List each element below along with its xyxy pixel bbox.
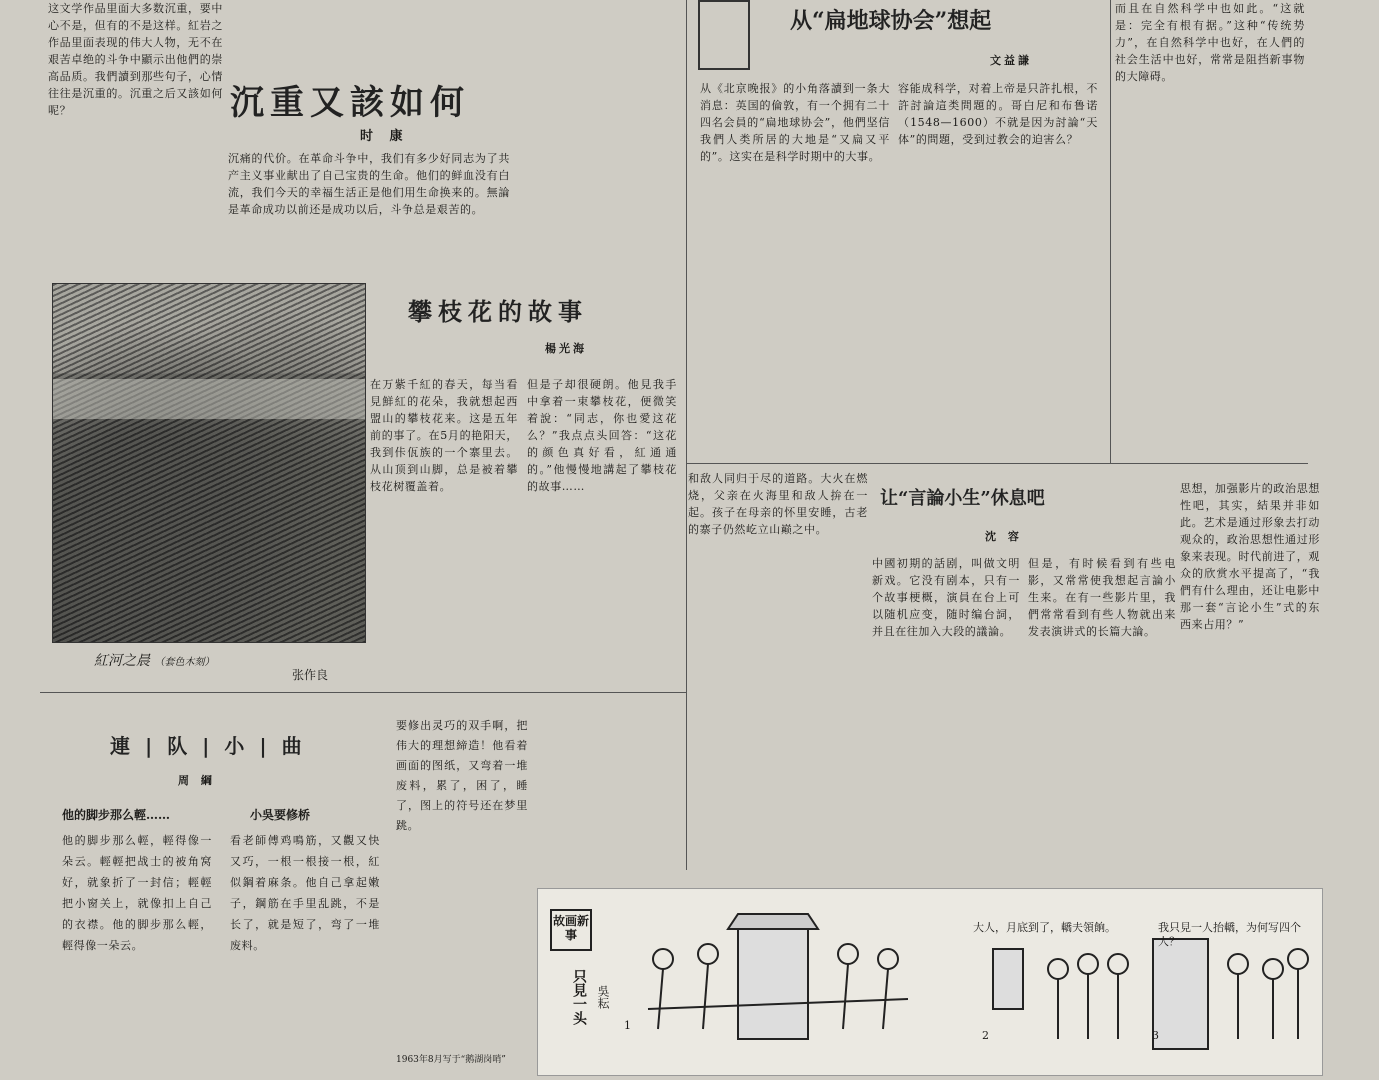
poem-subtitle-1: 他的脚步那么輕…… bbox=[62, 808, 171, 822]
woodcut-artist: 张作良 bbox=[292, 668, 329, 682]
article-body-panzhihua-a: 在万紫千紅的春天，每当看見鮮紅的花朵，我就想起西盟山的攀枝花来。这是五年前的事了。在5月的艳阳天，我到佧佤族的一个寨里去。从山顶到山脚，总是被着攀枝花树覆盖着。 bbox=[370, 378, 518, 493]
article-title-yanlun: 让“言論小生”休息吧 bbox=[880, 488, 1045, 509]
woodcut-caption-note: （套色木刻） bbox=[154, 657, 215, 668]
article-body-biandiqiu-c: 而且在自然科学中也如此。“这就是：完全有根有据。”这种“传统势力”，在自然科学中也好，在人們的社会生活中也好，常常是阻挡新事物的大障碍。 bbox=[1115, 2, 1305, 83]
article-body-panzhihua-b: 但是子却很硬朗。他見我手中拿着一束攀枝花，便微笑着說：“同志，你也愛这花么？”我点点头回答：“这花的颜色真好看，紅通通的。”他慢慢地講起了攀枝花的故事…… bbox=[527, 378, 677, 493]
comic-balloon-3: 我只見一人抬轎，为何写四个人？ bbox=[1158, 921, 1301, 948]
article-author-yanlun: 沈 容 bbox=[985, 530, 1023, 543]
article-body-yanlun-a: 中國初期的話剧，叫做文明新戏。它没有剧本，只有一个故事梗概，演員在台上可以随机应变，随时编台詞，并且在往加入大段的議論。 bbox=[872, 557, 1020, 638]
article-author-panzhihua: 楊光海 bbox=[545, 342, 587, 355]
comic-panel-number-2: 2 bbox=[982, 1029, 989, 1042]
comic-balloon-2: 大人，月底到了，轎夫領餉。 bbox=[973, 921, 1116, 934]
article-title-chenzhong: 沉重又該如何 bbox=[230, 83, 470, 123]
woodcut-caption bbox=[94, 650, 274, 670]
poem-body-liandui-a: 他的脚步那么輕，輕得像一朵云。輕輕把战士的被角窝好，就象折了一封信；輕輕把小窗关上，就像扣上自己的衣襟。他的脚步那么輕，輕得像一朵云。 bbox=[62, 834, 212, 952]
article-title-panzhihua: 攀枝花的故事 bbox=[408, 297, 588, 326]
poem-date-note: 1963年8月写于“鹅湖岗哨” bbox=[396, 1055, 506, 1065]
comic-title: 只見一头 bbox=[571, 969, 587, 1025]
article-body-biandiqiu-b: 容能成科学，对着上帝是只許扎根，不許討論這类問題的。哥白尼和布鲁诺（1548—1600）不就是因为討論“天体”的問題，受到过教会的迫害么？ bbox=[898, 82, 1098, 146]
article-body-yanlun-b: 但是，有时候看到有些电影，又常常使我想起言論小生来。在有一些影片里，我們常常看到有些人物就出来发表演讲式的长篇大論。 bbox=[1028, 557, 1176, 638]
woodcut-caption-title: 紅河之晨 bbox=[94, 653, 150, 669]
article-author-biandiqiu: 文益謙 bbox=[990, 54, 1032, 67]
poem-body-liandui-c: 要修出灵巧的双手啊，把伟大的理想締造！他看着画面的图纸，又弯着一堆废料，累了，困了，睡了，图上的符号还在梦里跳。 bbox=[396, 719, 528, 832]
article-author-chenzhong: 时 康 bbox=[360, 129, 409, 144]
comic-panels bbox=[538, 889, 1322, 1075]
poem-author-liandui: 周 綱 bbox=[178, 774, 216, 787]
column-divider bbox=[686, 0, 687, 870]
poem-body-liandui-b: 看老師傅鸡鳴筋，又觀又快又巧，一根一根接一根，紅似鋼着麻条。他自己拿起嫩子，鋼筋在手里乱跳，不是长了，就是短了，弯了一堆废料。 bbox=[230, 834, 380, 952]
article-title-biandiqiu: 从“扁地球协会”想起 bbox=[790, 8, 992, 34]
section-divider bbox=[40, 692, 686, 693]
article-body-col1: 这文学作品里面大多数沉重，要中心不是，但有的不是这样。紅岩之作品里面表现的伟大人物，无不在艰苦卓绝的斗争中顯示出他們的崇高品质。我們讀到那些句子，心情往往是沉重的。沉重之后又該如何呢？ bbox=[48, 2, 223, 117]
comic-panel-number-1: 1 bbox=[624, 1019, 631, 1032]
comic-panel-1 bbox=[648, 914, 908, 1039]
column-divider bbox=[1110, 0, 1111, 463]
article-body-panzhihua-c: 和敌人同归于尽的道路。大火在燃烧，父亲在火海里和敌人拚在一起。孩子在母亲的怀里安睡，古老的寨子仍然屹立山巅之中。 bbox=[688, 472, 868, 536]
article-body-yanlun-c: 思想，加强影片的政治思想性吧，其实，結果并非如此。艺术是通过形象去打动观众的，政治思想性通过形象来表现。时代前进了，观众的欣赏水平提高了，“我們有什么理由，还让电影中那一套“言论小生”式的东西来占用？” bbox=[1180, 482, 1320, 631]
comic-tag: 故画新事 bbox=[550, 909, 592, 951]
article-body-biandiqiu-a: 从《北京晚报》的小角落讀到一条大消息：英国的倫敦，有一个拥有二十四名会員的“扁地球协会”，他們坚信我們人类所居的大地是“又扁又平的”。这实在是科学时期中的大事。 bbox=[700, 82, 890, 163]
comic-strip bbox=[537, 888, 1323, 1076]
poem-subtitle-2: 小吳要修桥 bbox=[250, 808, 311, 822]
article-body-col2: 沉痛的代价。在革命斗争中，我们有多少好同志为了共产主义事业献出了自己宝贵的生命。他们的鲜血没有白流，我们今天的幸福生活正是他们用生命换来的。無論是革命成功以前还是成功以后，斗争总是艰苦的。 bbox=[228, 152, 510, 216]
poem-title-liandui: 連 | 队 | 小 | 曲 bbox=[110, 734, 306, 758]
column-header-box bbox=[698, 0, 750, 70]
section-divider bbox=[686, 463, 1308, 464]
woodcut-illustration bbox=[52, 283, 366, 643]
comic-author: 吳耘 bbox=[596, 985, 610, 1009]
woodcut-river bbox=[53, 379, 365, 419]
comic-panel-2 bbox=[993, 949, 1128, 1039]
comic-panel-number-3: 3 bbox=[1152, 1029, 1159, 1042]
